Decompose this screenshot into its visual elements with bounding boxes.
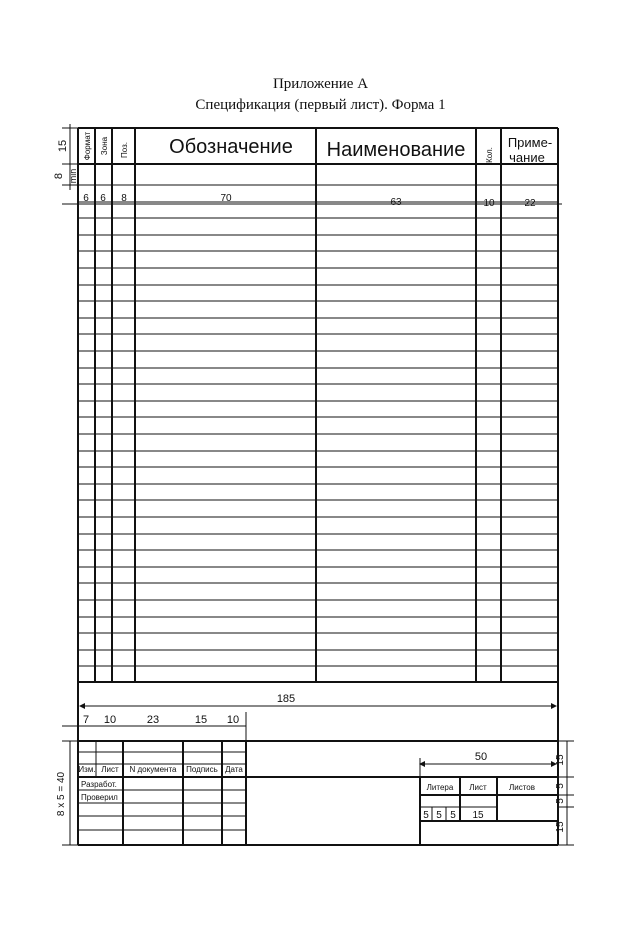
tb-checked-label: Проверил — [81, 793, 118, 802]
total-width-dimension — [80, 693, 556, 706]
svg-text:10: 10 — [483, 198, 495, 209]
svg-text:5: 5 — [555, 783, 566, 789]
svg-text:10: 10 — [226, 714, 240, 726]
header-height-dimension — [57, 124, 80, 168]
svg-text:7: 7 — [82, 714, 90, 726]
column-width-dimensions — [62, 193, 562, 209]
tb-izm-label: Изм. — [78, 765, 96, 774]
tb-sheets-label: Листов — [509, 783, 535, 792]
svg-text:50: 50 — [474, 751, 488, 763]
tb-doc-label: N документа — [129, 765, 177, 774]
header-zone: Зона — [100, 136, 109, 156]
title-block-column-dimensions — [62, 712, 246, 740]
svg-text:5: 5 — [423, 810, 429, 821]
svg-text:185: 185 — [276, 693, 296, 705]
svg-text:5: 5 — [450, 810, 456, 821]
spec-table-frame — [78, 128, 558, 845]
svg-text:5: 5 — [436, 810, 442, 821]
header-pos: Поз. — [120, 142, 129, 158]
title-block-left-height-dimension — [56, 741, 80, 845]
svg-text:15: 15 — [472, 810, 484, 821]
svg-text:10: 10 — [103, 714, 117, 726]
tb-date-label: Дата — [225, 765, 243, 774]
svg-text:15: 15 — [57, 139, 69, 153]
svg-text:63: 63 — [390, 197, 402, 208]
tb-sheet-label: Лист — [469, 783, 487, 792]
tb-sign-label: Подпись — [186, 765, 218, 774]
appendix-title: Приложение А — [272, 76, 369, 92]
header-name: Наименование — [326, 139, 466, 161]
tb-developed-label: Разработ. — [81, 780, 117, 789]
svg-text:15: 15 — [555, 821, 566, 833]
form-title: Спецификация (первый лист). Форма 1 — [195, 97, 446, 113]
svg-text:8 x 5 = 40: 8 x 5 = 40 — [56, 771, 67, 817]
spec-table-rows — [78, 185, 558, 666]
svg-text:6: 6 — [100, 193, 106, 204]
svg-text:70: 70 — [220, 193, 232, 204]
header-format: Формат — [83, 131, 92, 161]
svg-text:5: 5 — [555, 798, 566, 804]
tb-list-label: Лист — [101, 765, 119, 774]
svg-text:8: 8 — [53, 172, 65, 180]
svg-text:min: min — [68, 168, 78, 184]
title-block-width-dimension — [420, 751, 556, 777]
header-note-line1: Приме- — [507, 135, 553, 150]
svg-text:6: 6 — [83, 193, 89, 204]
svg-text:15: 15 — [555, 754, 566, 766]
header-qty: Кол. — [485, 147, 494, 163]
svg-text:15: 15 — [194, 714, 208, 726]
svg-text:22: 22 — [524, 198, 536, 209]
tb-litera-label: Литера — [426, 783, 454, 792]
svg-text:8: 8 — [121, 193, 127, 204]
header-note-line2: чание — [509, 150, 545, 165]
header-designation: Обозначение — [169, 136, 293, 158]
svg-text:23: 23 — [146, 714, 160, 726]
